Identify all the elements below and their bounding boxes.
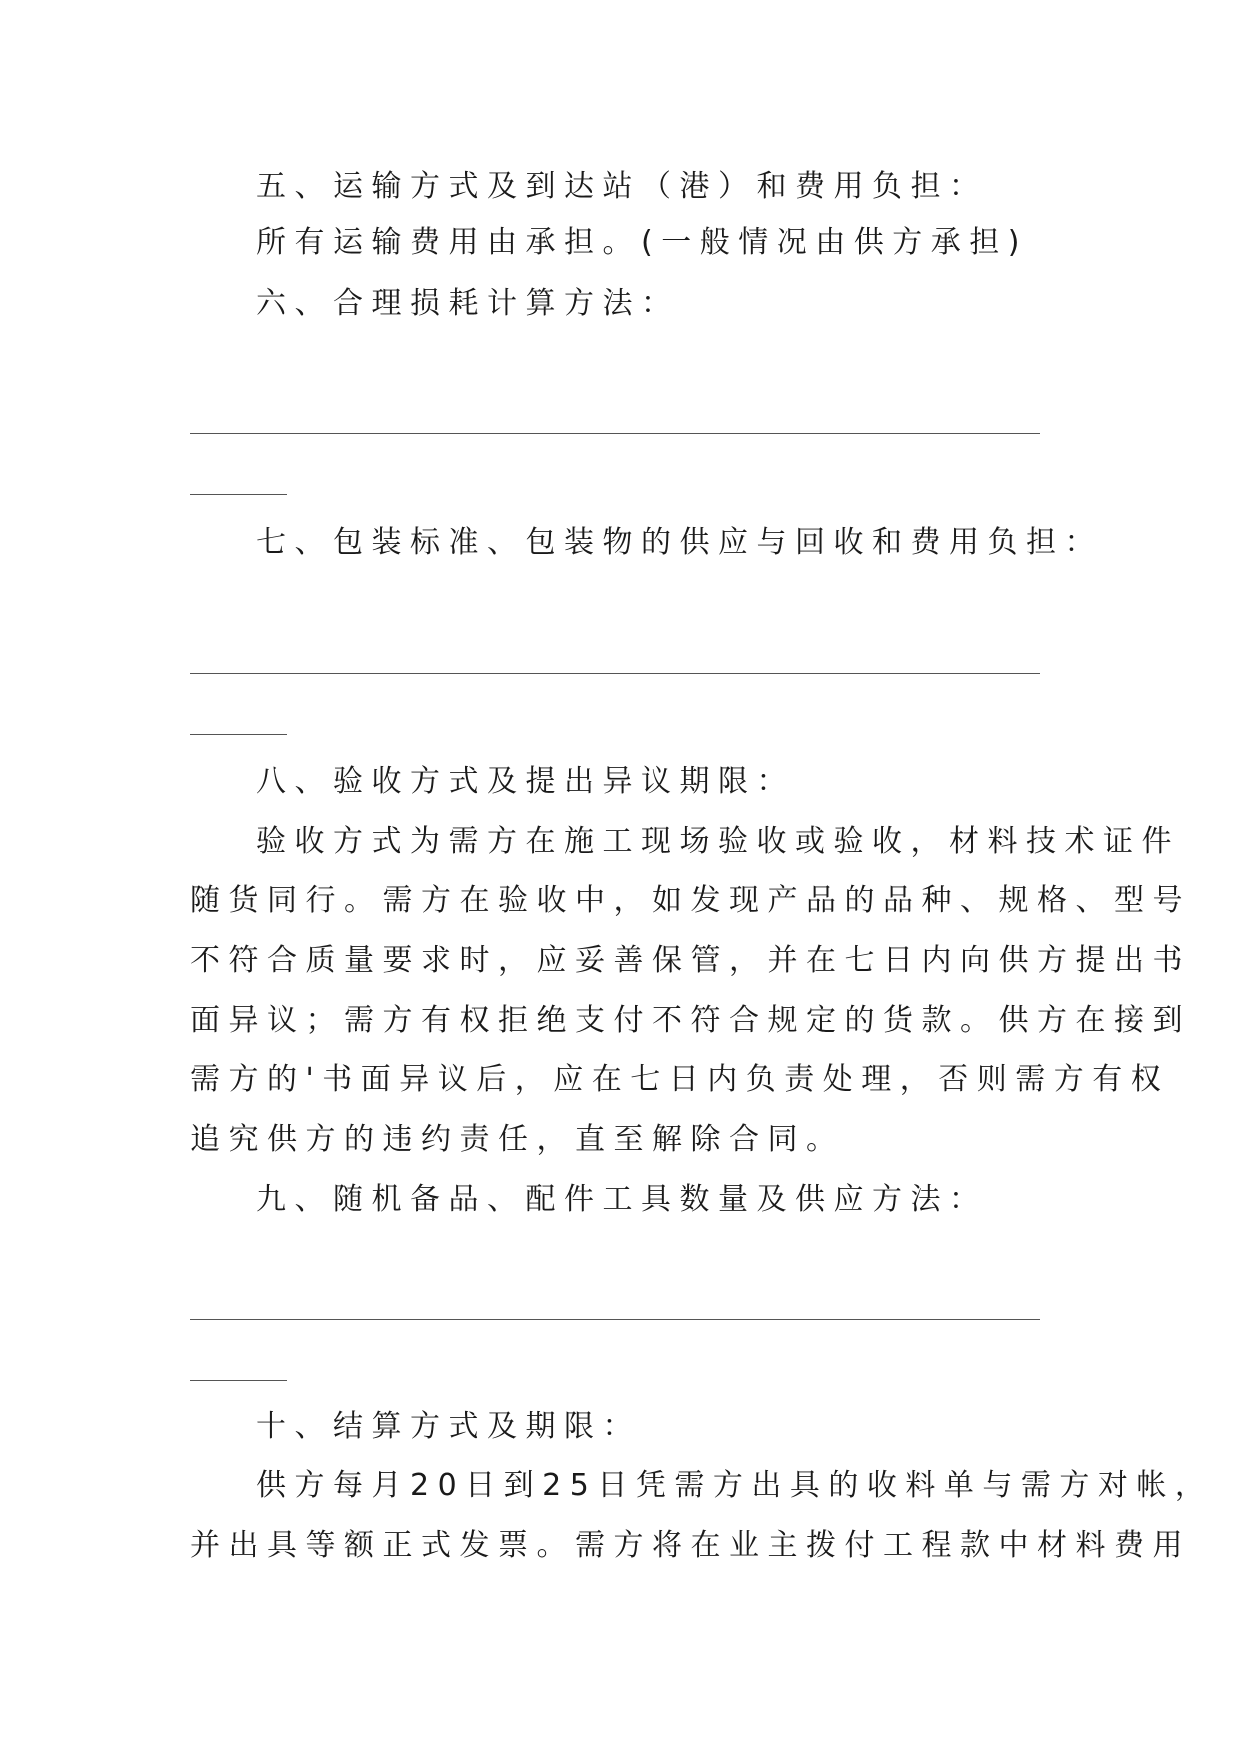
blank-fill-line: [190, 1319, 1040, 1320]
section-7-heading: 七、包装标准、包装物的供应与回收和费用负担：: [256, 525, 1103, 560]
paragraph-line: 不符合质量要求时，应妥善保管，并在七日内向供方提出书: [190, 943, 1191, 978]
section-5-heading: 五、运输方式及到达站（港）和费用负担：: [256, 169, 988, 204]
paragraph-line: 追究供方的违约责任，直至解除合同。: [190, 1122, 845, 1157]
section-10-heading: 十、结算方式及期限：: [256, 1409, 641, 1444]
paragraph-line: 需方的'书面异议后，应在七日内负责处理，否则需方有权: [190, 1062, 1170, 1097]
blank-fill-line-continuation: [190, 734, 287, 735]
section-8-heading: 八、验收方式及提出异议期限：: [256, 764, 795, 799]
paragraph-line: 并出具等额正式发票。需方将在业主拨付工程款中材料费用: [190, 1528, 1191, 1563]
blank-fill-line: [190, 673, 1040, 674]
section-9-heading: 九、随机备品、配件工具数量及供应方法：: [256, 1182, 988, 1217]
paragraph-line: 随货同行。需方在验收中，如发现产品的品种、规格、型号: [190, 883, 1191, 918]
blank-fill-line-continuation: [190, 494, 287, 495]
paragraph-line: 验收方式为需方在施工现场验收或验收，材料技术证件: [256, 824, 1180, 859]
blank-fill-line-continuation: [190, 1380, 287, 1381]
section-6-heading: 六、合理损耗计算方法：: [256, 286, 680, 321]
paragraph-line: 面异议；需方有权拒绝支付不符合规定的货款。供方在接到: [190, 1003, 1191, 1038]
paragraph-line: 供方每月20日到25日凭需方出具的收料单与需方对帐，: [256, 1468, 1214, 1503]
blank-fill-line: [190, 433, 1040, 434]
section-5-body: 所有运输费用由承担。(一般情况由供方承担): [256, 225, 1028, 260]
